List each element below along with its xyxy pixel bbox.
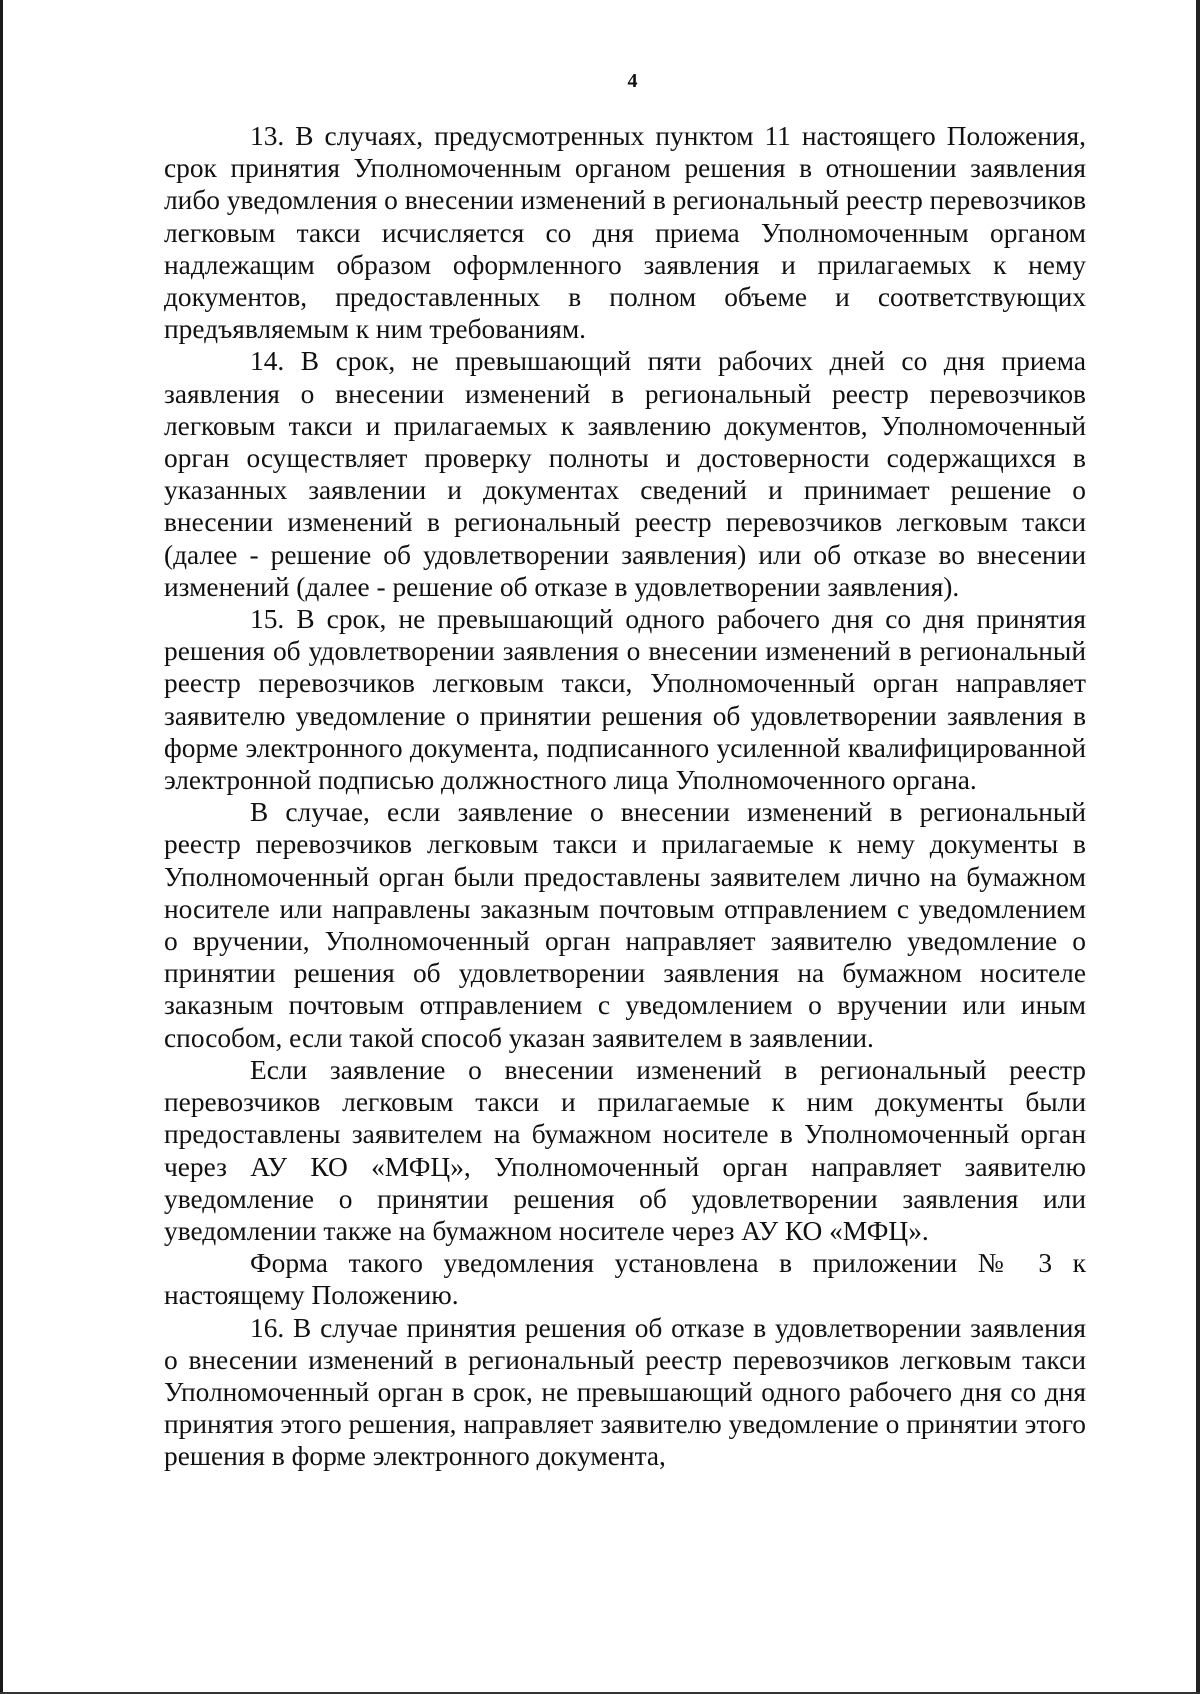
page-number: 4: [627, 70, 638, 92]
paragraph-15-form-reference: Форма такого уведомления установлена в приложении № 3 к настоящему Положению.: [164, 1248, 1086, 1311]
paragraph-15-mfc-case: Если заявление о внесении изменений в региональный реестр перевозчиков легковым такси и прилагаемые к ним документы были предоставлены заявителем на бумажном носителе в Уполномоченный орган через АУ КО «МФЦ», Уполномоченный орган направляет заявителю уведомление о принятии решения об удовлетворении заявления или уведомлении также на бумажном носителе через АУ КО «МФЦ».: [164, 1054, 1086, 1246]
paragraph-14: 14. В срок, не превышающий пяти рабочих дней со дня приема заявления о внесении изменений в региональный реестр перевозчиков легковым такси и прилагаемых к заявлению документов, Уполномоченный орган осуществляет проверку полноты и достоверности содержащихся в указанных заявлении и документах сведений и принимает решение о внесении изменений в региональный реестр перевозчиков легковым такси (далее - решение об удовлетворении заявления) или об отказе во внесении изменений (далее - решение об отказе в удовлетворении заявления).: [164, 346, 1086, 602]
paragraph-15: 15. В срок, не превышающий одного рабочего дня со дня принятия решения об удовлетворении заявления о внесении изменений в региональный реестр перевозчиков легковым такси, Уполномоченный орган направляет заявителю уведомление о принятии решения об удовлетворении заявления в форме электронного документа, подписанного усиленной квалифицированной электронной подписью должностного лица Уполномоченного органа.: [164, 604, 1086, 796]
paragraph-16: 16. В случае принятия решения об отказе в удовлетворении заявления о внесении изменений в региональный реестр перевозчиков легковым такси Уполномоченный орган в срок, не превышающий одного рабочего дня со дня принятия этого решения, направляет заявителю уведомление о принятии этого решения в форме электронного документа,: [164, 1312, 1086, 1472]
scan-edge-right: [1196, 0, 1200, 1694]
scan-edge-left: [0, 0, 3, 1694]
document-body: [164, 120, 1086, 1473]
paragraph-15-paper-case: В случае, если заявление о внесении изменений в региональный реестр перевозчиков легковым такси и прилагаемые к нему документы в Уполномоченный орган были предоставлены заявителем лично на бумажном носителе или направлены заказным почтовым отправлением с уведомлением о вручении, Уполномоченный орган направляет заявителю уведомление о принятии решения об удовлетворении заявления на бумажном носителе заказным почтовым отправлением с уведомлением о вручении или иным способом, если такой способ указан заявителем в заявлении.: [164, 797, 1086, 1053]
paragraph-13: 13. В случаях, предусмотренных пунктом 11 настоящего Положения, срок принятия Уполномоченным органом решения в отношении заявления либо уведомления о внесении изменений в региональный реестр перевозчиков легковым такси исчисляется со дня приема Уполномоченным органом надлежащим образом оформленного заявления и прилагаемых к нему документов, предоставленных в полном объеме и соответствующих предъявляемым к ним требованиям.: [164, 121, 1086, 345]
